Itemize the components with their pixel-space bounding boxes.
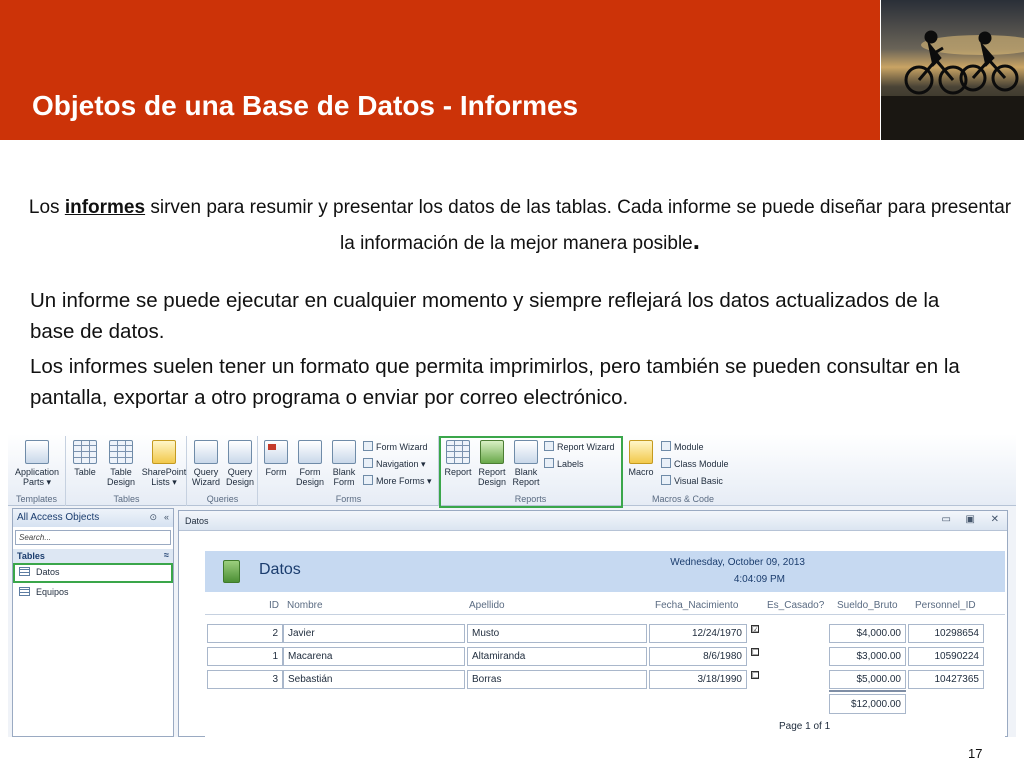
nav-item-equipos[interactable]: Equipos	[13, 583, 173, 603]
table-design-button[interactable]: Table Design	[103, 440, 139, 487]
report-view	[205, 551, 1005, 737]
header-divider	[205, 614, 1005, 615]
report-date: Wednesday, October 09, 2013	[670, 557, 805, 568]
column-header: Fecha_Nacimiento	[655, 600, 739, 611]
informes-term: informes	[64, 197, 146, 218]
cell-casado-checkbox: ☐	[752, 648, 760, 657]
navigation-button[interactable]: Navigation ▾	[363, 458, 426, 470]
table-icon	[73, 440, 97, 464]
class-module-icon	[661, 458, 671, 468]
cell-personnel: 10427365	[908, 670, 984, 689]
column-header: Es_Casado?	[767, 600, 825, 611]
close-icon[interactable]: ✕	[990, 514, 999, 525]
nav-item-datos[interactable]: Datos	[13, 563, 173, 583]
minimize-icon[interactable]: ▭	[941, 514, 951, 525]
form-design-button[interactable]: Form Design	[293, 440, 327, 487]
blank-form-button[interactable]: Blank Form	[329, 440, 359, 487]
form-design-icon	[298, 440, 322, 464]
cell-nombre: Javier	[283, 624, 465, 643]
ribbon-group-templates: Application Parts ▾ Templates	[8, 436, 66, 506]
reports-highlight	[439, 436, 623, 508]
sharepoint-lists-button[interactable]: SharePoint Lists ▾	[141, 440, 187, 487]
cell-sueldo: $4,000.00	[829, 624, 906, 643]
query-design-icon	[228, 440, 252, 464]
report-window	[178, 510, 1008, 737]
table-design-icon	[109, 440, 133, 464]
sueldo-total: $12,000.00	[829, 694, 906, 714]
class-module-button[interactable]: Class Module	[661, 458, 729, 469]
visual-basic-button[interactable]: Visual Basic	[661, 475, 723, 486]
cell-casado-checkbox: ☑	[752, 625, 760, 634]
column-header: Personnel_ID	[915, 600, 976, 611]
slide-page-number: 17	[968, 746, 983, 761]
blank-report-button[interactable]: Blank Report	[510, 440, 542, 487]
cell-fecha: 3/18/1990	[649, 670, 747, 689]
paragraph-execute: Un informe se puede ejecutar en cualquier momento y siempre reflejará los datos actualizados de la base de datos.	[30, 289, 940, 343]
module-button[interactable]: Module	[661, 441, 704, 452]
ribbon-group-reports: Report Report Design Blank Report Report Wizard Labels Reports	[440, 436, 622, 506]
nav-pane-header[interactable]: All Access Objects ⊙ «	[13, 509, 173, 527]
report-time: 4:04:09 PM	[733, 574, 785, 585]
report-title: Datos	[259, 561, 301, 578]
report-design-button[interactable]: Report Design	[476, 440, 508, 487]
cell-apellido: Borras	[467, 670, 647, 689]
table-button[interactable]: Table	[69, 440, 101, 477]
cell-fecha: 8/6/1980	[649, 647, 747, 666]
form-icon	[264, 440, 288, 464]
application-parts-button[interactable]: Application Parts ▾	[10, 440, 64, 487]
ribbon-group-queries: Query Wizard Query Design Queries	[188, 436, 258, 506]
navigation-icon	[363, 458, 373, 468]
intro-paragraph: Los informes sirven para resumir y presentar los datos de las tablas. Cada informe se puede diseñar para presentar la información de la mejor manera posible.	[28, 197, 1012, 255]
report-tab[interactable]: Datos ▭ ▣ ✕	[179, 511, 1007, 531]
cell-id: 1	[207, 647, 283, 666]
table-icon	[19, 587, 30, 596]
cell-nombre: Sebastián	[283, 670, 465, 689]
column-header: ID	[269, 600, 279, 611]
cell-apellido: Altamiranda	[467, 647, 647, 666]
report-icon	[223, 560, 240, 583]
restore-icon[interactable]: ▣	[965, 514, 975, 525]
cell-casado-checkbox: ☐	[752, 671, 760, 680]
report-button[interactable]: Report	[442, 440, 474, 477]
report-wizard-button[interactable]: Report Wizard	[544, 441, 615, 452]
sharepoint-lists-icon	[152, 440, 176, 464]
nav-menu-icon[interactable]: ⊙	[149, 512, 157, 522]
page-info: Page 1 of 1	[779, 721, 831, 732]
table-icon	[19, 567, 30, 576]
column-header: Apellido	[469, 600, 505, 611]
cell-sueldo: $3,000.00	[829, 647, 906, 666]
navigation-pane	[12, 508, 174, 737]
macro-icon	[629, 440, 653, 464]
column-header: Sueldo_Bruto	[837, 600, 898, 611]
total-underline	[829, 690, 906, 692]
cyclists-photo	[881, 0, 1024, 140]
report-header	[205, 551, 1005, 592]
labels-button[interactable]: Labels	[544, 458, 584, 469]
nav-section-tables[interactable]: Tables ≈	[13, 549, 173, 563]
more-forms-icon	[363, 475, 373, 485]
visual-basic-icon	[661, 475, 671, 485]
cell-personnel: 10590224	[908, 647, 984, 666]
blank-form-icon	[332, 440, 356, 464]
cell-personnel: 10298654	[908, 624, 984, 643]
macro-button[interactable]: Macro	[625, 440, 657, 477]
query-wizard-button[interactable]: Query Wizard	[190, 440, 222, 487]
query-design-button[interactable]: Query Design	[224, 440, 256, 487]
cell-nombre: Macarena	[283, 647, 465, 666]
paragraph-format: Los informes suelen tener un formato que permita imprimirlos, pero también se pueden consultar en la pantalla, exportar a otro programa o enviar por correo electrónico.	[30, 355, 960, 409]
cell-sueldo: $5,000.00	[829, 670, 906, 689]
form-button[interactable]: Form	[261, 440, 291, 477]
access-screenshot	[8, 434, 1016, 737]
cell-id: 3	[207, 670, 283, 689]
ribbon-group-forms: Form Form Design Blank Form Form Wizard Navigation ▾ More Forms ▾ Forms	[259, 436, 439, 506]
ribbon-group-tables: Table Table Design SharePoint Lists ▾ Tables	[67, 436, 187, 506]
column-header: Nombre	[287, 600, 323, 611]
nav-search-input[interactable]: Search...	[15, 530, 171, 545]
more-forms-button[interactable]: More Forms ▾	[363, 475, 432, 487]
form-wizard-button[interactable]: Form Wizard	[363, 441, 428, 452]
form-wizard-icon	[363, 441, 373, 451]
cell-id: 2	[207, 624, 283, 643]
cell-apellido: Musto	[467, 624, 647, 643]
section-collapse-icon[interactable]: ≈	[164, 550, 169, 560]
nav-collapse-icon[interactable]: «	[163, 512, 169, 522]
module-icon	[661, 441, 671, 451]
application-parts-icon	[25, 440, 49, 464]
ribbon-group-macros: Macro Module Class Module Visual Basic Macros & Code	[623, 436, 743, 506]
query-wizard-icon	[194, 440, 218, 464]
slide-title: Objetos de una Base de Datos - Informes	[32, 90, 579, 121]
cell-fecha: 12/24/1970	[649, 624, 747, 643]
ribbon	[8, 434, 1016, 506]
